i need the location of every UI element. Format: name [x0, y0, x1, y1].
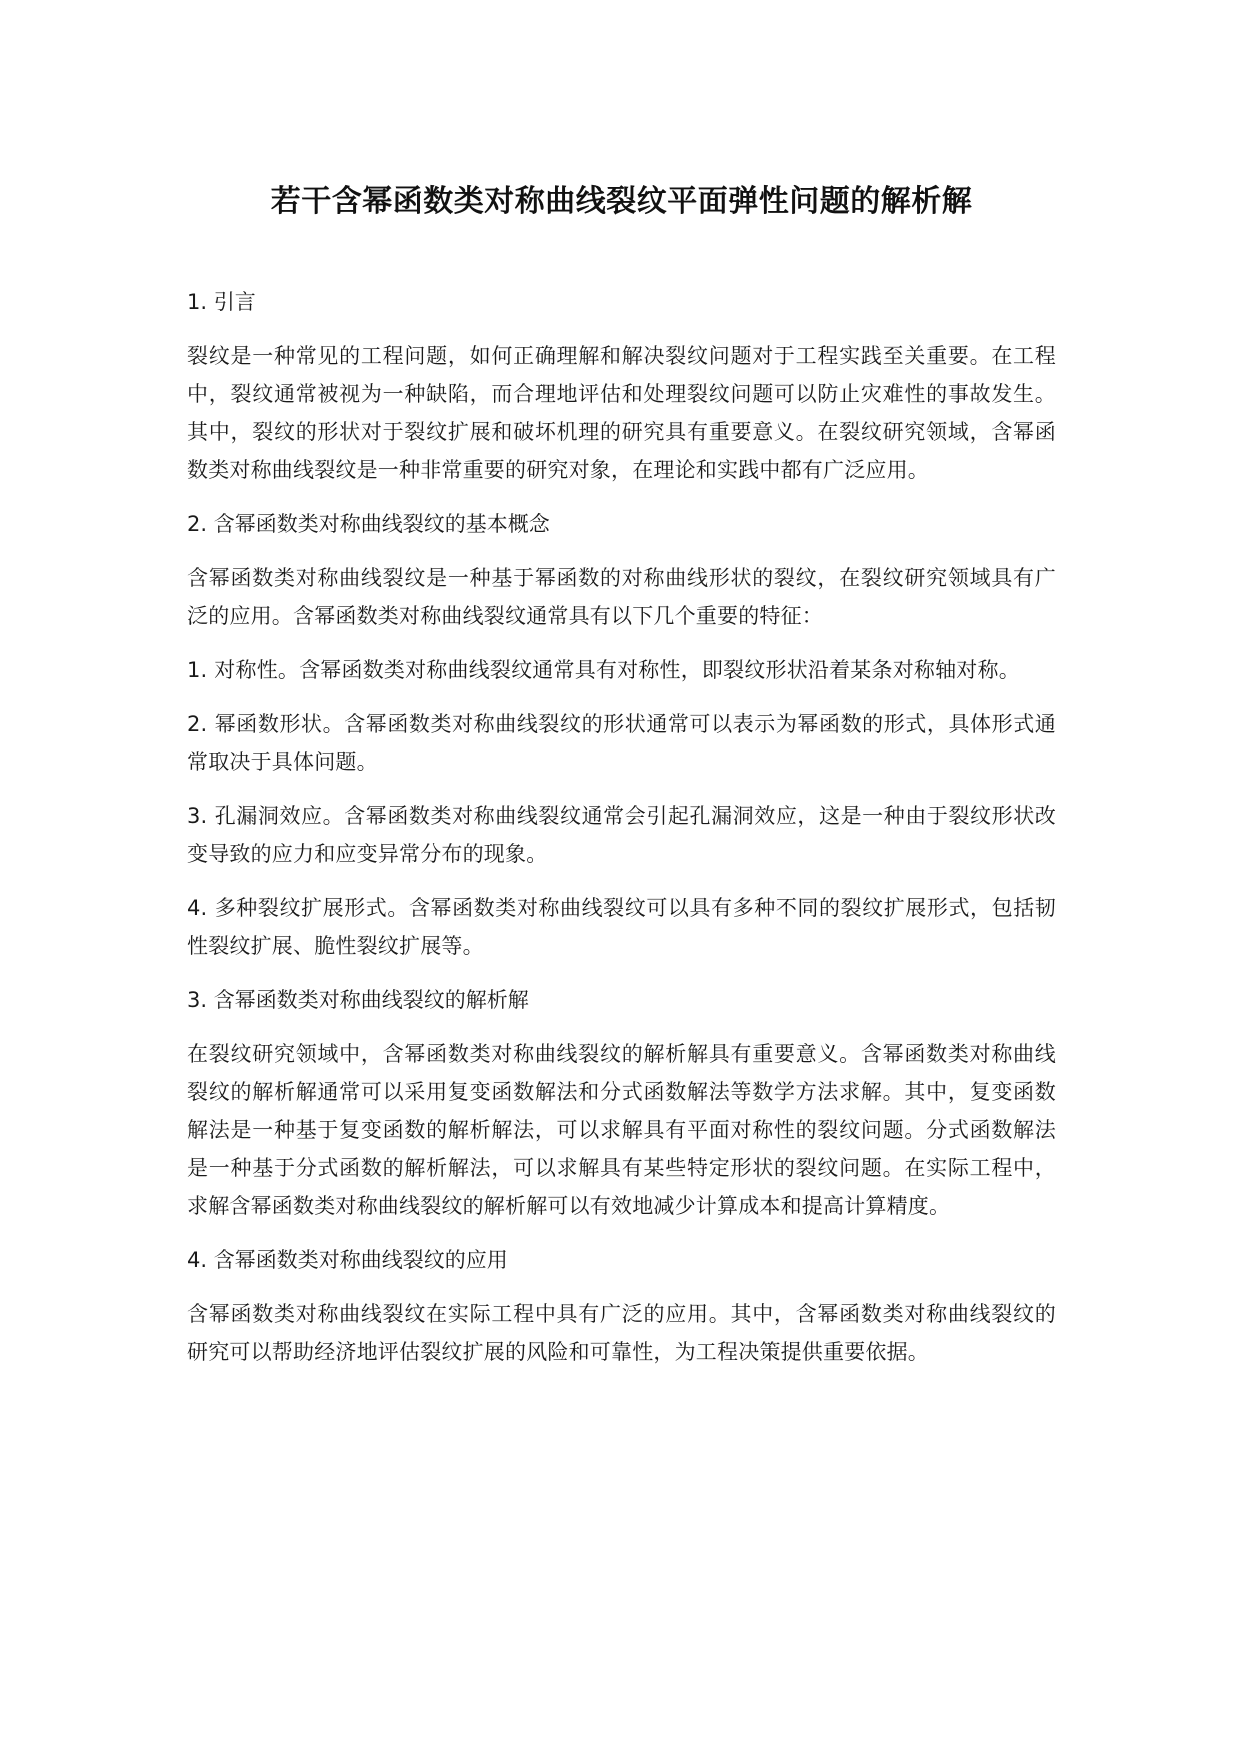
paragraph-analytical-solution: 在裂纹研究领域中，含幂函数类对称曲线裂纹的解析解具有重要意义。含幂函数类对称曲线裂纹的解析解通常可以采用复变函数解法和分式函数解法等数学方法求解。其中，复变函数解法是一种基于复变函数的解析解法，可以求解具有平面对称性的裂纹问题。分式函数解法是一种基于分式函数的解析解法，可以求解具有某些特定形状的裂纹问题。在实际工程中，求解含幂函数类对称曲线裂纹的解析解可以有效地减少计算成本和提高计算精度。 — [187, 1042, 1056, 1218]
section-heading-applications: 4. 含幂函数类对称曲线裂纹的应用 — [187, 1248, 508, 1272]
section-heading-introduction: 1. 引言 — [187, 290, 256, 314]
paragraph-introduction: 裂纹是一种常见的工程问题，如何正确理解和解决裂纹问题对于工程实践至关重要。在工程中，裂纹通常被视为一种缺陷，而合理地评估和处理裂纹问题可以防止灾难性的事故发生。其中，裂纹的形状对于裂纹扩展和破坏机理的研究具有重要意义。在裂纹研究领域，含幂函数类对称曲线裂纹是一种非常重要的研究对象，在理论和实践中都有广泛应用。 — [187, 344, 1056, 482]
list-item-symmetry: 1. 对称性。含幂函数类对称曲线裂纹通常具有对称性，即裂纹形状沿着某条对称轴对称。 — [187, 658, 1020, 682]
section-heading-analytical-solution: 3. 含幂函数类对称曲线裂纹的解析解 — [187, 988, 529, 1012]
list-item-hole-effect: 3. 孔漏洞效应。含幂函数类对称曲线裂纹通常会引起孔漏洞效应，这是一种由于裂纹形状改变导致的应力和应变异常分布的现象。 — [187, 804, 1056, 866]
document-title: 若干含幂函数类对称曲线裂纹平面弹性问题的解析解 — [270, 184, 973, 219]
section-heading-basic-concepts: 2. 含幂函数类对称曲线裂纹的基本概念 — [187, 512, 550, 536]
paragraph-basic-concepts: 含幂函数类对称曲线裂纹是一种基于幂函数的对称曲线形状的裂纹，在裂纹研究领域具有广泛的应用。含幂函数类对称曲线裂纹通常具有以下几个重要的特征： — [187, 566, 1056, 628]
list-item-power-function-shape: 2. 幂函数形状。含幂函数类对称曲线裂纹的形状通常可以表示为幂函数的形式，具体形式通常取决于具体问题。 — [187, 712, 1056, 774]
list-item-crack-propagation-forms: 4. 多种裂纹扩展形式。含幂函数类对称曲线裂纹可以具有多种不同的裂纹扩展形式，包括韧性裂纹扩展、脆性裂纹扩展等。 — [187, 896, 1056, 958]
paragraph-applications: 含幂函数类对称曲线裂纹在实际工程中具有广泛的应用。其中，含幂函数类对称曲线裂纹的研究可以帮助经济地评估裂纹扩展的风险和可靠性，为工程决策提供重要依据。 — [187, 1302, 1056, 1364]
